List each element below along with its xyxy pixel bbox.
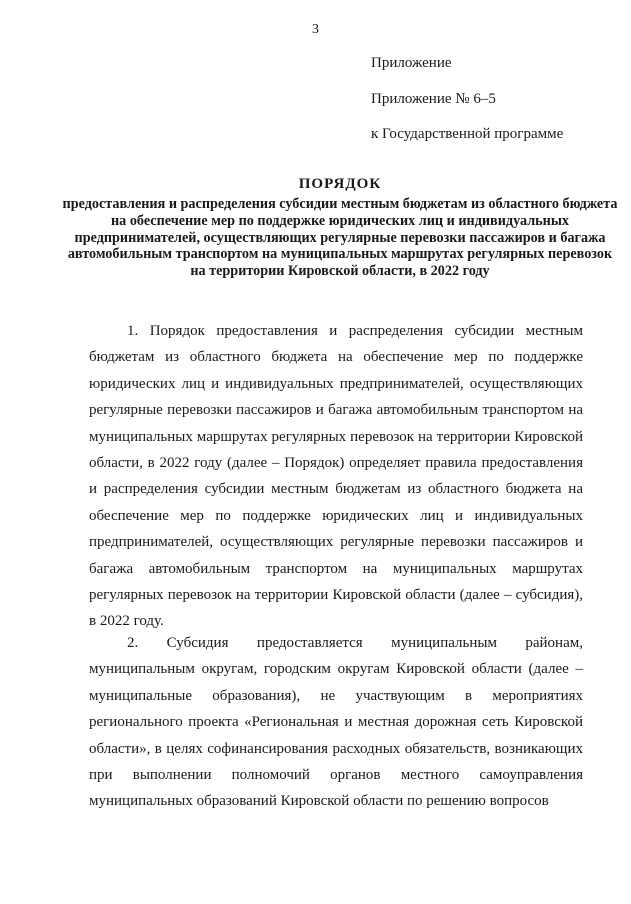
body-paragraph: 1. Порядок предоставления и распределения субсидии местным бюджетам из областного бюджета на обеспечение мер по поддержке юридических лиц и индивидуальных предпринимателей, осуществляющих регулярные перевозки пассажиров и багажа автомобильным транспортом на муниципальных маршрутах регулярных перевозок на территории Кировской области, в 2022 году (далее – Порядок) определяет правила предоставления и распределения субсидии местным бюджетам из областного бюджета на обеспечение мер по поддержке юридических лиц и индивидуальных предпринимателей, осуществляющих регулярные перевозки пассажиров и багажа автомобильным транспортом на муниципальных маршрутах регулярных перевозок на территории Кировской области (далее – субсидия), в 2022 году. (89, 323, 583, 630)
page-number: 3 (312, 22, 319, 37)
appendix-label: Приложение (371, 55, 452, 71)
appendix-number: Приложение № 6–5 (371, 91, 496, 107)
body-paragraph-2-container (89, 630, 583, 815)
body-paragraph-1-container (89, 318, 583, 635)
body-paragraph: 2. Субсидия предоставляется муниципальным районам, муниципальным округам, городским округам Кировской области (далее – муниципальные образования), не участвующим в мероприятиях регионального проекта «Региональная и местная дорожная сеть Кировской области», в целях софинансирования расходных обязательств, возникающих при выполнении полномочий органов местного самоуправления муниципальных образований Кировской области по решению вопросов (89, 635, 583, 810)
appendix-reference: к Государственной программе (371, 126, 564, 142)
document-subtitle: предоставления и распределения субсидии местным бюджетам из областного бюджета на обеспечение мер по поддержке юридических лиц и индивидуальных предпринимателей, осуществляющих регулярные перевозки пассажиров и багажа автомобильным транспортом на муниципальных маршрутах регулярных перевозок на территории Кировской области, в 2022 году (62, 196, 618, 280)
document-title: ПОРЯДОК (298, 176, 382, 192)
document-heading (60, 175, 620, 280)
